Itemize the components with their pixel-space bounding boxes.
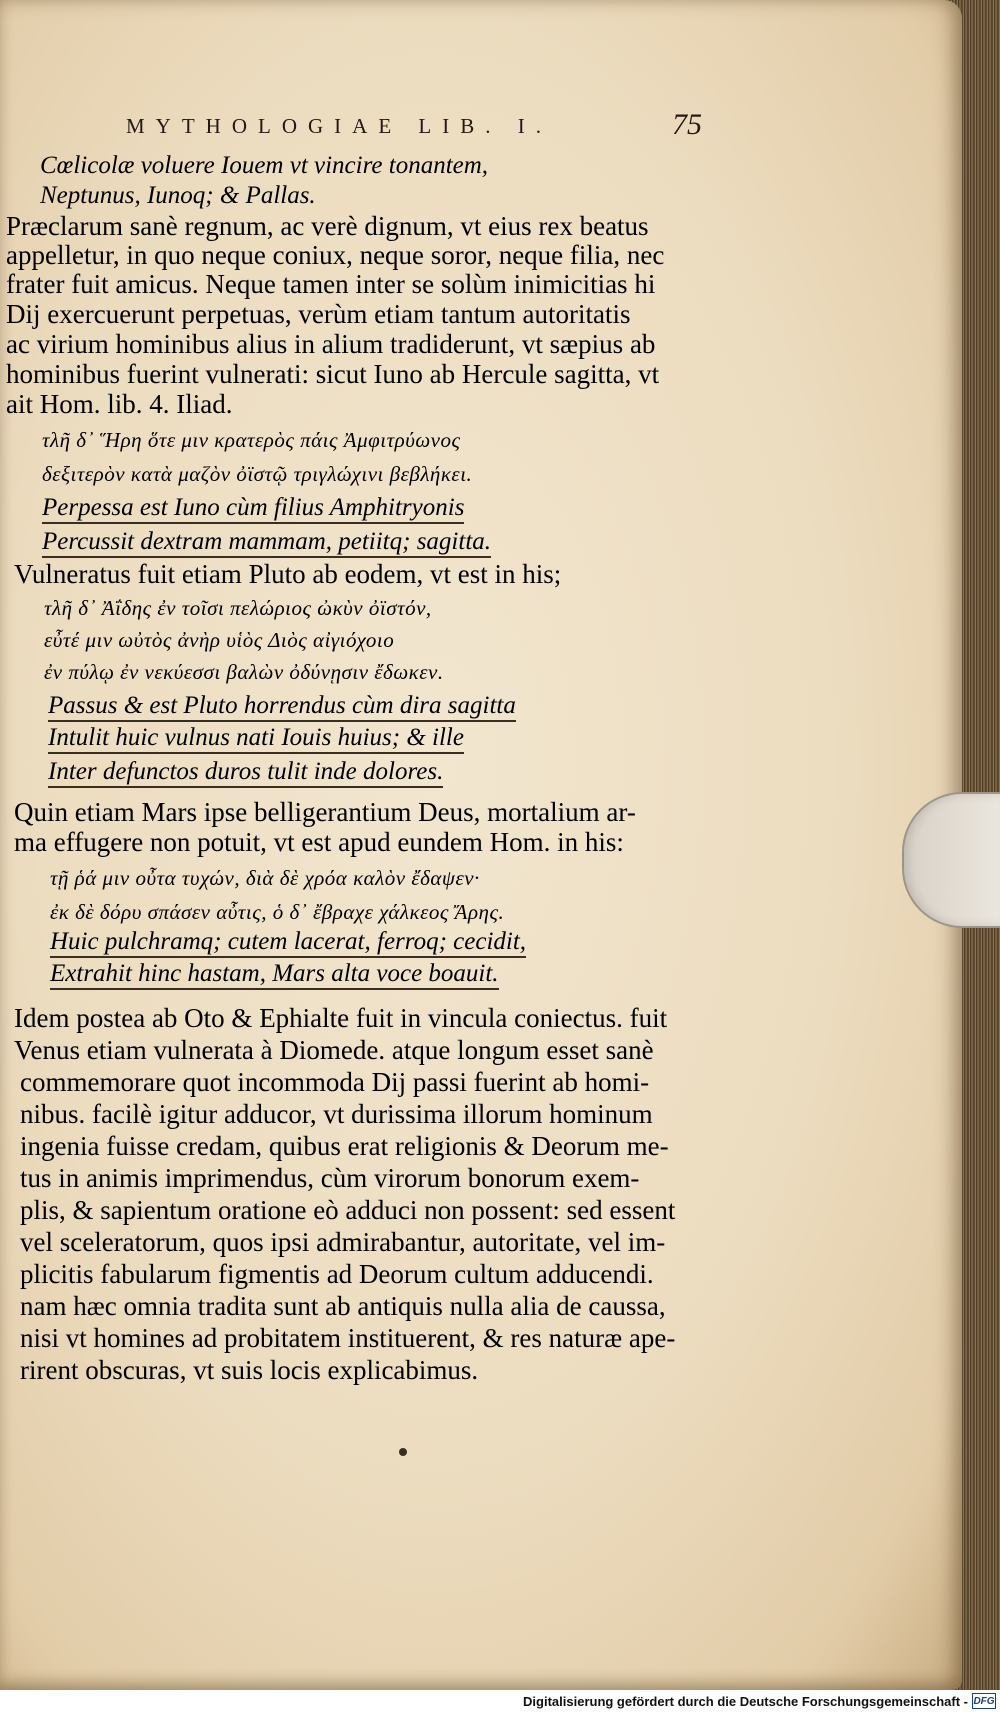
- verse-line: [50, 926, 526, 958]
- text-line: Præclarum sanè regnum, ac verè dignum, vt eius rex beatus: [6, 211, 649, 241]
- greek-verse-line: τλῆ δ᾽ Ἀΐδης ἐν τοῖσι πελώριος ὠκὺν ὀϊστόν,: [44, 596, 432, 620]
- digitization-footer: [0, 1690, 1000, 1714]
- text-line: Idem postea ab Oto & Ephialte fuit in vincula coniectus. fuit: [14, 1003, 668, 1033]
- underlined-text: Intulit huic vulnus nati Iouis huius; & ille: [48, 724, 464, 754]
- text-line: plicitis fabularum figmentis ad Deorum cultum adducendi.: [20, 1259, 654, 1289]
- verse-line: Neptunus, Iunoq; & Pallas.: [40, 182, 316, 209]
- text-line: frater fuit amicus. Neque tamen inter se solùm inimicitias hi: [6, 269, 656, 299]
- page-number: 75: [672, 108, 702, 141]
- underlined-text: Percussit dextram mammam, petiitq; sagitta.: [42, 528, 491, 558]
- underlined-text: Extrahit hinc hastam, Mars alta voce boauit.: [50, 960, 499, 990]
- text-line: tus in animis imprimendus, cùm virorum bonorum exem-: [20, 1163, 640, 1193]
- text-line: nibus. facilè igitur adducor, vt durissima illorum hominum: [20, 1099, 653, 1129]
- verse-line: [42, 492, 464, 524]
- text-line: Quin etiam Mars ipse belligerantium Deus, mortalium ar-: [14, 797, 636, 827]
- scanner-clip: [902, 792, 1000, 928]
- text-line: plis, & sapientum oratione eò adduci non possent: sed essent: [20, 1195, 676, 1225]
- greek-verse-line: εὖτέ μιν ωὐτὸς ἀνὴρ υἱὸς Διὸς αἰγιόχοιο: [44, 628, 395, 652]
- text-line: nisi vt homines ad probitatem instituerent, & res naturæ ape-: [20, 1323, 676, 1353]
- underlined-text: Perpessa est Iuno cùm filius Amphitryonis: [42, 494, 464, 524]
- verse-line: [48, 756, 443, 788]
- ink-dot: [399, 1448, 407, 1456]
- underlined-text: Huic pulchramq; cutem lacerat, ferroq; cecidit,: [50, 928, 526, 958]
- greek-verse-line: ἐν πύλῳ ἐν νεκύεσσι βαλὼν ὀδύνῃσιν ἔδωκεν.: [44, 660, 444, 684]
- underlined-text: Passus & est Pluto horrendus cùm dira sagitta: [48, 692, 516, 722]
- text-line: hominibus fuerint vulnerati: sicut Iuno ab Hercule sagitta, vt: [6, 359, 660, 389]
- text-line: commemorare quot incommoda Dij passi fuerint ab homi-: [20, 1067, 650, 1097]
- text-line: ma effugere non potuit, vt est apud eundem Hom. in his:: [14, 827, 624, 857]
- verse-line: Cœlicolæ voluere Iouem vt vincire tonantem,: [40, 152, 489, 179]
- text-line: rirent obscuras, vt suis locis explicabimus.: [20, 1355, 479, 1385]
- text-line: vel sceleratorum, quos ipsi admirabantur, autoritate, vel im-: [20, 1227, 666, 1257]
- verse-line: [48, 722, 464, 754]
- text-line: ac virium hominibus alius in alium tradiderunt, vt sæpius ab: [6, 329, 656, 359]
- verse-line: [42, 526, 491, 558]
- text-line: nam hæc omnia tradita sunt ab antiquis nulla alia de caussa,: [20, 1291, 666, 1321]
- text-line: ait Hom. lib. 4. Iliad.: [6, 389, 233, 419]
- funding-credit: Digitalisierung gefördert durch die Deutsche Forschungsgemeinschaft -: [523, 1694, 968, 1709]
- verse-line: [50, 958, 499, 990]
- underlined-text: Inter defunctos duros tulit inde dolores.: [48, 758, 443, 788]
- text-line: appelletur, in quo neque coniux, neque soror, neque filia, nec: [6, 240, 665, 270]
- greek-verse-line: τλῆ δ᾽ Ἥρη ὅτε μιν κρατερὸς πάις Ἀμφιτρύωνος: [42, 428, 461, 452]
- dfg-logo-icon: DFG: [972, 1693, 996, 1709]
- greek-verse-line: τῇ ῥά μιν οὖτα τυχών, διὰ δὲ χρόα καλὸν ἔδαψεν·: [50, 866, 480, 890]
- greek-verse-line: δεξιτερὸν κατὰ μαζὸν ὀϊστῷ τριγλώχινι βεβλήκει.: [42, 462, 473, 486]
- text-line: Dij exercuerunt perpetuas, verùm etiam tantum autoritatis: [6, 299, 631, 329]
- text-line: Vulneratus fuit etiam Pluto ab eodem, vt est in his;: [14, 559, 562, 589]
- running-head: MYTHOLOGIAE LIB. I.: [126, 114, 552, 138]
- text-line: Venus etiam vulnerata à Diomede. atque longum esset sanè: [14, 1035, 654, 1065]
- text-line: ingenia fuisse credam, quibus erat religionis & Deorum me-: [20, 1131, 669, 1161]
- greek-verse-line: ἐκ δὲ δόρυ σπάσεν αὖτις, ὁ δ᾽ ἔβραχε χάλκεος Ἄρης.: [50, 900, 505, 924]
- verse-line: [48, 690, 516, 722]
